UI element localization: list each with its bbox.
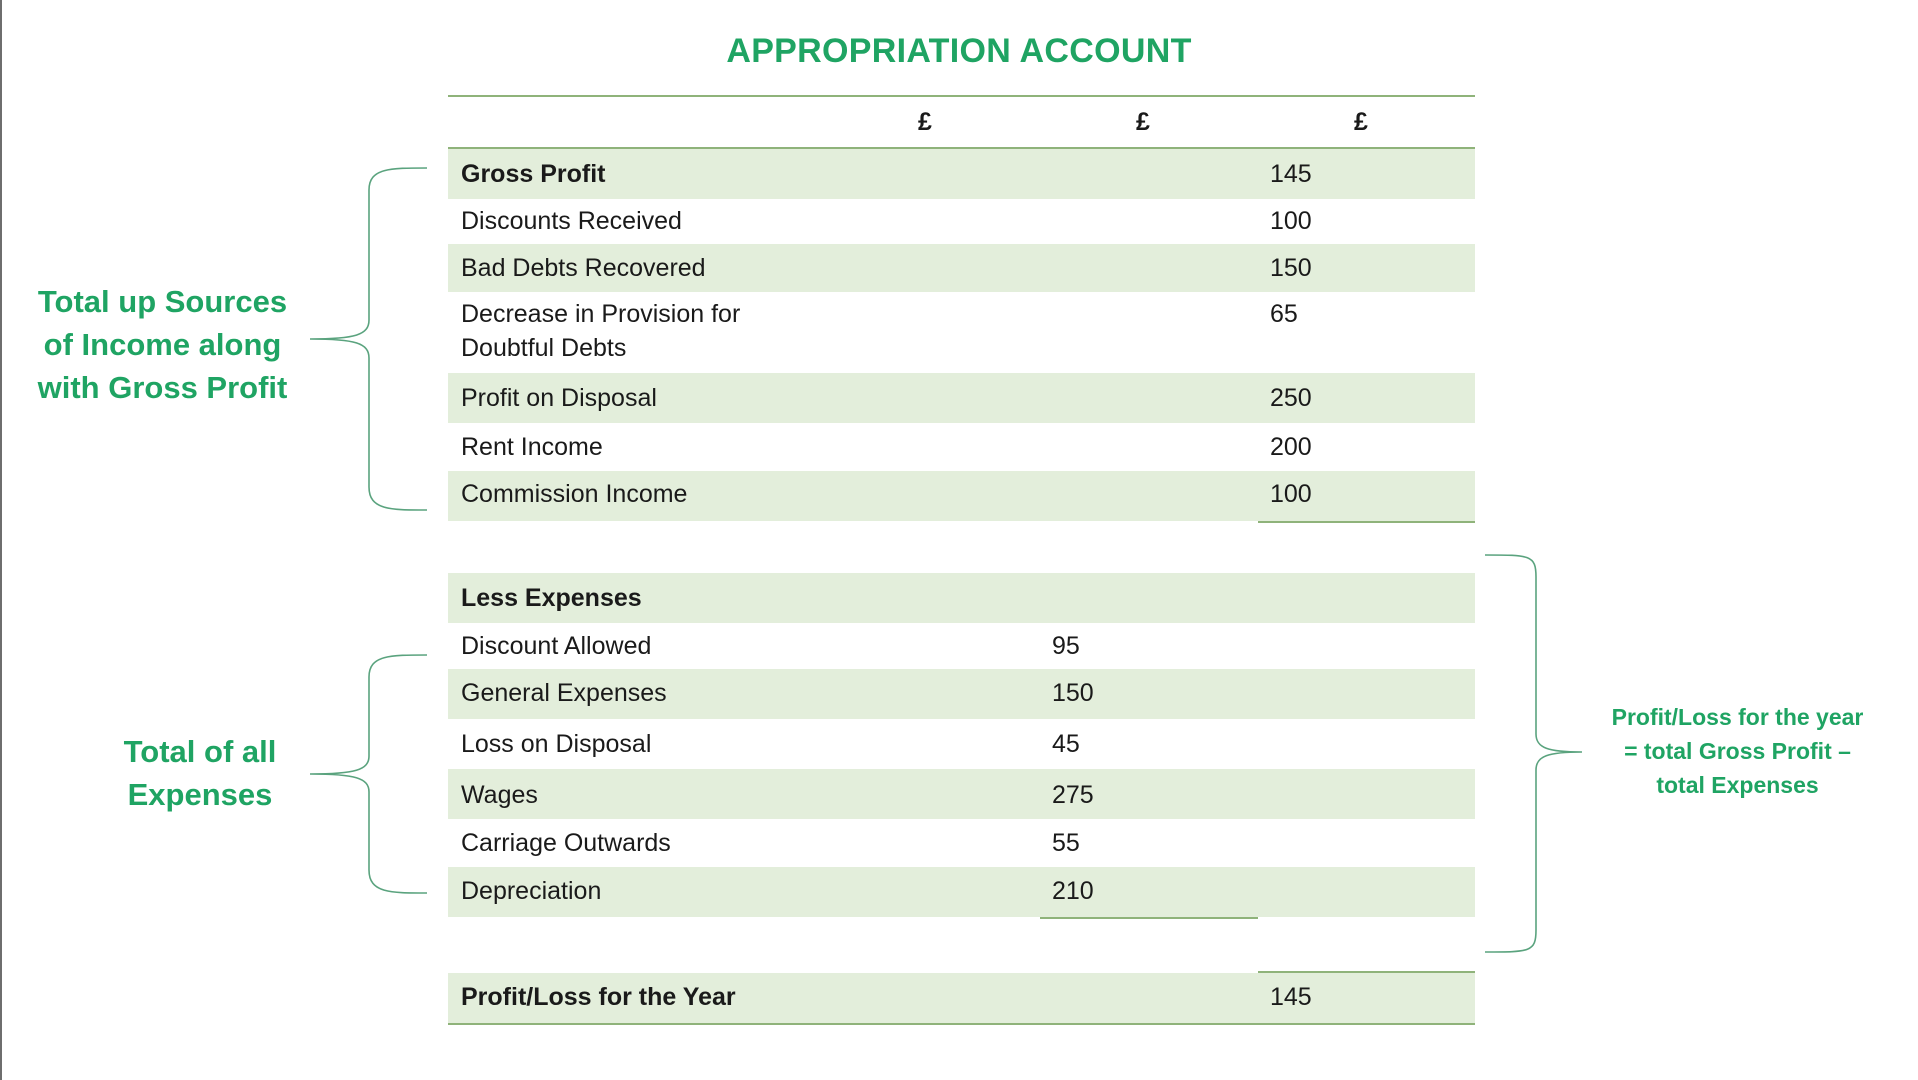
result-row — [448, 973, 1475, 1023]
col1-currency-header: £ — [918, 108, 932, 136]
row-label: Discounts Received — [461, 207, 682, 235]
income-annotation-line: of Income along — [43, 327, 282, 362]
expenses-annotation-line: Total of all — [123, 734, 277, 769]
result-value: 145 — [1270, 983, 1312, 1011]
expenses-heading-row — [448, 573, 1475, 623]
table-bottom-rule — [448, 1023, 1475, 1025]
expenses-brace — [305, 652, 430, 897]
table-row — [448, 149, 1475, 199]
row-label: General Expenses — [461, 679, 667, 707]
row-value: 65 — [1270, 300, 1298, 328]
table-row — [448, 199, 1475, 244]
row-value: 55 — [1052, 829, 1080, 857]
row-value: 150 — [1270, 254, 1312, 282]
row-value: 45 — [1052, 730, 1080, 758]
row-label: Decrease in Provision for — [461, 300, 741, 328]
income-annotation-line: Total up Sources — [37, 284, 288, 319]
row-value: 100 — [1270, 207, 1312, 235]
row-value: 150 — [1052, 679, 1094, 707]
col2-currency-header: £ — [1136, 108, 1150, 136]
table-row — [448, 244, 1475, 292]
left-edge-border — [0, 0, 2, 1080]
row-value: 145 — [1270, 160, 1312, 188]
row-label: Profit on Disposal — [461, 384, 657, 412]
currency-header-row — [448, 105, 1475, 139]
table-top-rule — [448, 95, 1475, 97]
table-row — [448, 423, 1475, 471]
result-annotation-line: total Expenses — [1656, 772, 1819, 798]
table-row — [448, 471, 1475, 521]
table-row — [448, 769, 1475, 819]
result-label: Profit/Loss for the Year — [461, 983, 736, 1011]
row-label: Wages — [461, 781, 538, 809]
result-brace — [1480, 552, 1585, 957]
result-annotation-line: Profit/Loss for the year — [1611, 704, 1864, 730]
row-label: Loss on Disposal — [461, 730, 652, 758]
row-label: Commission Income — [461, 480, 688, 508]
row-value: 200 — [1270, 433, 1312, 461]
table-row — [448, 373, 1475, 423]
table-row — [448, 719, 1475, 769]
table-row — [448, 623, 1475, 669]
row-label: Discount Allowed — [461, 632, 652, 660]
row-value: 95 — [1052, 632, 1080, 660]
expenses-annotation-line: Expenses — [127, 777, 273, 812]
row-label: Gross Profit — [461, 160, 606, 188]
income-annotation — [20, 280, 305, 409]
income-subtotal-rule — [1258, 521, 1475, 523]
result-annotation — [1585, 700, 1890, 802]
row-label: Depreciation — [461, 877, 602, 905]
row-value: 210 — [1052, 877, 1094, 905]
row-label: Carriage Outwards — [461, 829, 671, 857]
expenses-annotation — [100, 730, 300, 816]
row-value: 100 — [1270, 480, 1312, 508]
row-label: Rent Income — [461, 433, 603, 461]
table-row — [448, 669, 1475, 719]
row-value: 250 — [1270, 384, 1312, 412]
col3-currency-header: £ — [1354, 108, 1368, 136]
row-label: Bad Debts Recovered — [461, 254, 706, 282]
row-label-continued: Doubtful Debts — [461, 334, 627, 362]
result-annotation-line: = total Gross Profit – — [1624, 738, 1851, 764]
page-title: APPROPRIATION ACCOUNT — [726, 32, 1192, 70]
row-value: 275 — [1052, 781, 1094, 809]
income-brace — [305, 165, 430, 515]
expenses-heading: Less Expenses — [461, 584, 642, 612]
table-row — [448, 819, 1475, 867]
income-annotation-line: with Gross Profit — [37, 370, 288, 405]
expenses-subtotal-rule — [1040, 917, 1258, 919]
table-row — [448, 867, 1475, 917]
table-row — [448, 292, 1475, 373]
